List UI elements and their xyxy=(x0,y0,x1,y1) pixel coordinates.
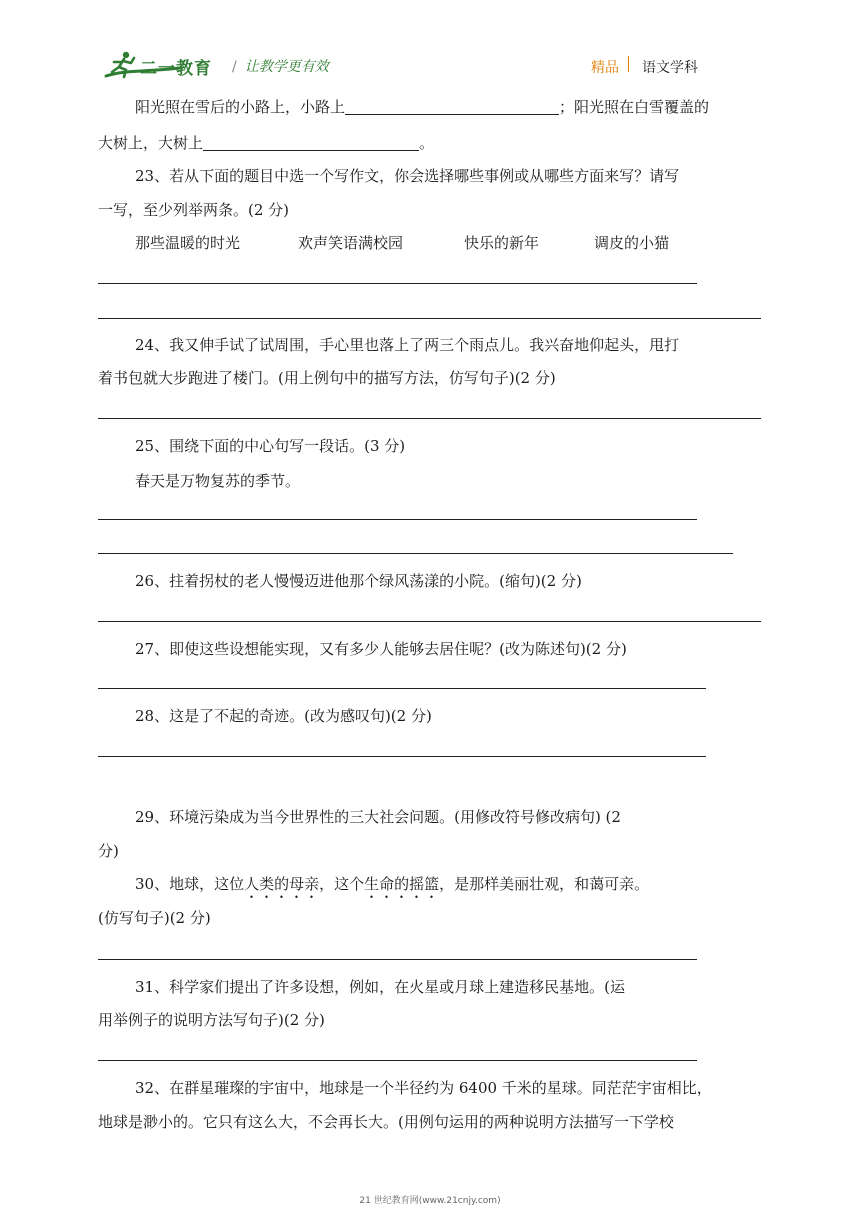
q22-text-b: ；阳光照在白雪覆盖的 xyxy=(559,98,710,116)
q27-line: 27、即使这些设想能实现，又有多少人能够去居住呢？(改为陈述句)(2 分) xyxy=(135,640,627,658)
slogan xyxy=(232,56,329,76)
q29-line-2: 分) xyxy=(98,842,119,860)
q22-text-d: 。 xyxy=(419,134,435,152)
q22-blank-1[interactable] xyxy=(345,98,559,115)
q30-line-1 xyxy=(135,874,649,902)
q31-answer-line[interactable] xyxy=(98,1060,697,1061)
q25-answer-line-1[interactable] xyxy=(98,519,697,520)
q22-blank-2[interactable] xyxy=(203,134,419,151)
logo-text: 二一教育 xyxy=(140,59,212,79)
q22-text-c: 大树上，大树上 xyxy=(98,134,204,152)
q26-answer-line[interactable] xyxy=(98,621,761,622)
q22-line-1 xyxy=(135,97,709,117)
q22-line-2 xyxy=(98,133,434,153)
q23-topic-3: 快乐的新年 xyxy=(464,234,540,252)
premium-badge: 精品 xyxy=(591,60,619,76)
q25-answer-line-2[interactable] xyxy=(98,553,733,554)
q30-emphasis-1: 人类的母亲 xyxy=(244,875,320,893)
q31-line-1: 31、科学家们提出了许多设想，例如，在火星或月球上建造移民基地。(运 xyxy=(135,978,625,996)
slogan-separator: / xyxy=(232,59,237,75)
q24-line-2: 着书包就大步跑进了楼门。(用上例句中的描写方法，仿写句子)(2 分) xyxy=(98,369,556,387)
q30-text-c: ，是那样美丽壮观，和蔼可亲。 xyxy=(439,875,650,893)
q26-line: 26、拄着拐杖的老人慢慢迈进他那个绿风荡漾的小院。(缩句)(2 分) xyxy=(135,572,582,590)
header-divider xyxy=(628,56,629,72)
page-footer: 21 世纪教育网(www.21cnjy.com) xyxy=(359,1196,501,1206)
slogan-text: 让教学更有效 xyxy=(244,59,329,75)
q23-line-1: 23、若从下面的题目中选一个写作文，你会选择哪些事例或从哪些方面来写？请写 xyxy=(135,167,680,185)
q30-text-a: 30、地球，这位 xyxy=(135,875,245,893)
q30-answer-line[interactable] xyxy=(98,959,697,960)
q25-line-2: 春天是万物复苏的季节。 xyxy=(135,472,301,490)
q29-line-1: 29、环境污染成为当今世界性的三大社会问题。(用修改符号修改病句) (2 xyxy=(135,808,621,826)
q27-answer-line[interactable] xyxy=(98,688,706,689)
q23-answer-line-1[interactable] xyxy=(98,283,697,284)
q32-line-2: 地球是渺小的。它只有这么大，不会再长大。(用例句运用的两种说明方法描写一下学校 xyxy=(98,1113,674,1131)
q28-line: 28、这是了不起的奇迹。(改为感叹句)(2 分) xyxy=(135,707,432,725)
q24-answer-line[interactable] xyxy=(98,418,761,419)
q30-text-b: ，这个 xyxy=(319,875,365,893)
q23-topic-2: 欢声笑语满校园 xyxy=(298,234,404,252)
q31-line-2: 用举例子的说明方法写句子)(2 分) xyxy=(98,1011,325,1029)
q23-topic-1: 那些温暖的时光 xyxy=(135,234,241,252)
q32-line-1: 32、在群星璀璨的宇宙中，地球是一个半径约为 6400 千米的星球。同茫茫宇宙相比， xyxy=(135,1079,712,1097)
page-header xyxy=(0,0,860,84)
q22-text-a: 阳光照在雪后的小路上，小路上 xyxy=(135,98,346,116)
q28-answer-line[interactable] xyxy=(98,756,706,757)
q30-emphasis-2: 生命的摇篮 xyxy=(364,875,440,893)
q30-line-2: (仿写句子)(2 分) xyxy=(98,909,211,927)
q23-topic-4: 调皮的小猫 xyxy=(594,234,670,252)
q23-answer-line-2[interactable] xyxy=(98,318,761,319)
q23-line-2: 一写，至少列举两条。(2 分) xyxy=(98,201,290,219)
q24-line-1: 24、我又伸手试了试周围，手心里也落上了两三个雨点儿。我兴奋地仰起头，甩打 xyxy=(135,336,680,354)
subject-label: 语文学科 xyxy=(642,60,698,76)
q25-line-1: 25、围绕下面的中心句写一段话。(3 分) xyxy=(135,437,406,455)
